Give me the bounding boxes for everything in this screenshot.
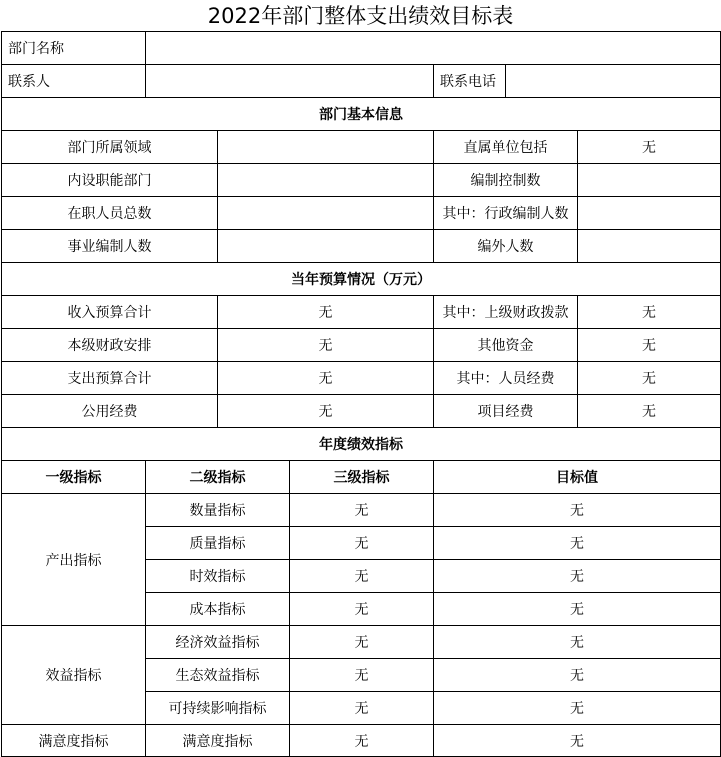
- level3-indicator[interactable]: 无: [290, 527, 434, 560]
- phone-label: 联系电话: [434, 65, 506, 98]
- basic-info-label: 内设职能部门: [2, 164, 218, 197]
- level2-indicator: 满意度指标: [146, 725, 290, 757]
- basic-info-label: 其中：行政编制人数: [434, 197, 578, 230]
- target-value[interactable]: 无: [434, 593, 721, 626]
- level3-indicator[interactable]: 无: [290, 494, 434, 527]
- level2-indicator: 可持续影响指标: [146, 692, 290, 725]
- budget-value[interactable]: 无: [218, 296, 434, 329]
- level1-indicator: 效益指标: [2, 626, 146, 725]
- budget-label: 项目经费: [434, 395, 578, 428]
- target-value[interactable]: 无: [434, 626, 721, 659]
- budget-label: 其他资金: [434, 329, 578, 362]
- level2-indicator: 生态效益指标: [146, 659, 290, 692]
- budget-value[interactable]: 无: [578, 296, 721, 329]
- target-value[interactable]: 无: [434, 527, 721, 560]
- budget-label: 公用经费: [2, 395, 218, 428]
- basic-info-label: 直属单位包括: [434, 131, 578, 164]
- level3-indicator[interactable]: 无: [290, 626, 434, 659]
- budget-value[interactable]: 无: [218, 395, 434, 428]
- target-value[interactable]: 无: [434, 725, 721, 757]
- phone-field[interactable]: [506, 65, 721, 98]
- col-header-level3: 三级指标: [290, 461, 434, 494]
- budget-label: 支出预算合计: [2, 362, 218, 395]
- budget-label: 本级财政安排: [2, 329, 218, 362]
- budget-label: 收入预算合计: [2, 296, 218, 329]
- col-header-level1: 一级指标: [2, 461, 146, 494]
- performance-form-table: [1, 31, 721, 757]
- basic-info-value[interactable]: [218, 197, 434, 230]
- basic-info-value[interactable]: [578, 197, 721, 230]
- level3-indicator[interactable]: 无: [290, 659, 434, 692]
- level2-indicator: 经济效益指标: [146, 626, 290, 659]
- budget-value[interactable]: 无: [578, 395, 721, 428]
- budget-value[interactable]: 无: [218, 362, 434, 395]
- basic-info-value[interactable]: [218, 230, 434, 263]
- level2-indicator: 时效指标: [146, 560, 290, 593]
- level3-indicator[interactable]: 无: [290, 692, 434, 725]
- budget-label: 其中：人员经费: [434, 362, 578, 395]
- perf-header: 年度绩效指标: [2, 428, 721, 461]
- contact-label: 联系人: [2, 65, 146, 98]
- basic-info-label: 事业编制人数: [2, 230, 218, 263]
- basic-info-value[interactable]: [578, 230, 721, 263]
- basic-info-value[interactable]: [578, 164, 721, 197]
- target-value[interactable]: 无: [434, 560, 721, 593]
- col-header-level2: 二级指标: [146, 461, 290, 494]
- level2-indicator: 成本指标: [146, 593, 290, 626]
- budget-label: 其中：上级财政拨款: [434, 296, 578, 329]
- page-title: 2022年部门整体支出绩效目标表: [207, 4, 514, 28]
- basic-info-label: 部门所属领域: [2, 131, 218, 164]
- level2-indicator: 质量指标: [146, 527, 290, 560]
- dept-name-field[interactable]: [146, 32, 721, 65]
- basic-info-label: 在职人员总数: [2, 197, 218, 230]
- dept-name-label: 部门名称: [2, 32, 146, 65]
- level2-indicator: 数量指标: [146, 494, 290, 527]
- col-header-target: 目标值: [434, 461, 721, 494]
- budget-value[interactable]: 无: [578, 362, 721, 395]
- basic-info-value[interactable]: 无: [578, 131, 721, 164]
- budget-value[interactable]: 无: [578, 329, 721, 362]
- budget-value[interactable]: 无: [218, 329, 434, 362]
- contact-field[interactable]: [146, 65, 434, 98]
- basic-info-label: 编外人数: [434, 230, 578, 263]
- level3-indicator[interactable]: 无: [290, 725, 434, 757]
- basic-info-value[interactable]: [218, 164, 434, 197]
- level1-indicator: 产出指标: [2, 494, 146, 626]
- level3-indicator[interactable]: 无: [290, 593, 434, 626]
- target-value[interactable]: 无: [434, 659, 721, 692]
- basic-info-header: 部门基本信息: [2, 98, 721, 131]
- target-value[interactable]: 无: [434, 494, 721, 527]
- target-value[interactable]: 无: [434, 692, 721, 725]
- level3-indicator[interactable]: 无: [290, 560, 434, 593]
- budget-header: 当年预算情况（万元）: [2, 263, 721, 296]
- basic-info-label: 编制控制数: [434, 164, 578, 197]
- level1-indicator: 满意度指标: [2, 725, 146, 757]
- basic-info-value[interactable]: [218, 131, 434, 164]
